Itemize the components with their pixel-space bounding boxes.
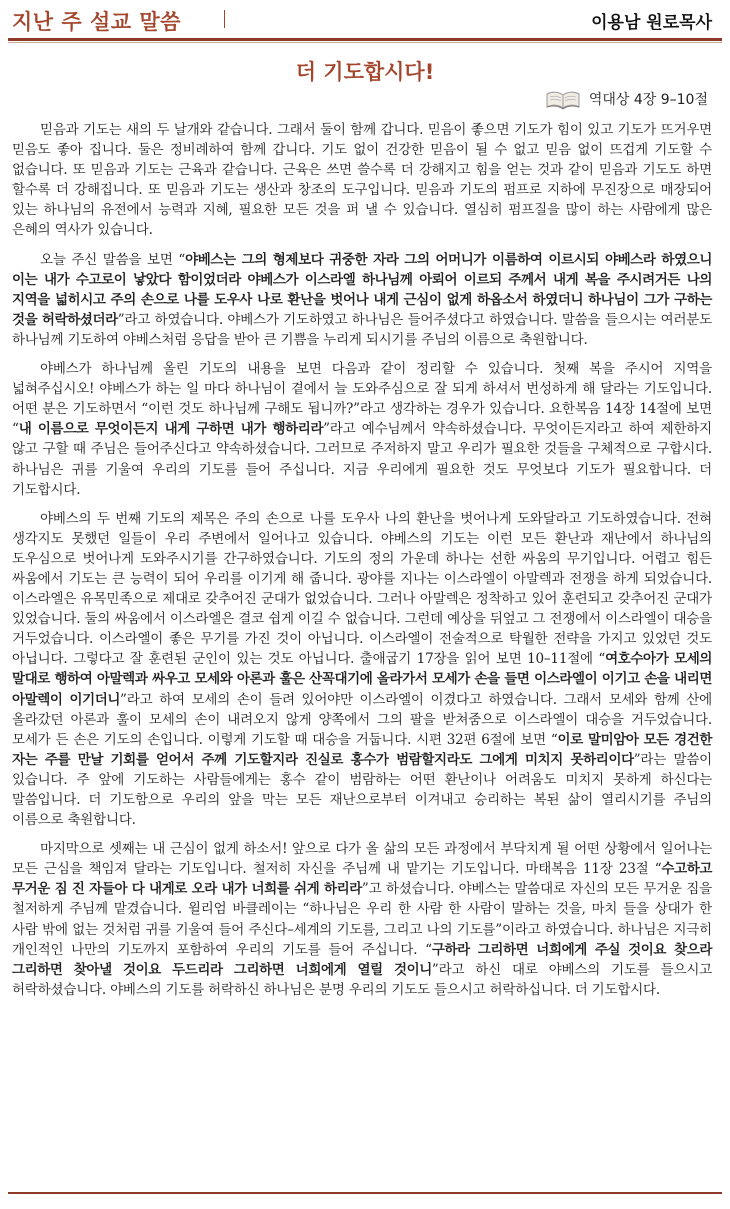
scripture-quote: 야베스는 그의 형제보다 귀중한 자라 그의 어머니가 이름하여 이르시되 야베스라 하였으니 이는 내가 수고로이 낳았다 함이었더라 야베스가 이스라엘 하나님께 아뢰어 이르되 주께서 내게 복을 주시려거든 나의 지역을 넓히시고 주의 손으로 나를 도우사 나로 환난을 벗어나 내게 근심이 없게 하옵소서 하였더니 하나님이 그가 구하는 것을 허락하셨더라 xyxy=(12,251,712,328)
scripture-quote: 내 이름으로 무엇이든지 내게 구하면 내가 행하리라 xyxy=(18,421,324,438)
scripture-quote: 구하라 그리하면 너희에게 주실 것이요 찾으라 그리하면 찾아낼 것이요 두드리라 그리하면 너희에게 열릴 것이니 xyxy=(12,941,712,978)
paragraph-text: ”라고 예수님께서 약속하셨습니다. 무엇이든지라고 하여 제한하지 않고 구할 때 주님은 들어주신다고 약속하셨습니다. 그러므로 주저하지 말고 우리가 필요한 것들을 구체적으로 구합시다. 하나님은 귀를 기울여 우리의 기도를 들어 주십니다. 지금 우리에게 필요한 것도 무엇보다 기도가 필요합니다. 더 기도합시다. xyxy=(12,421,712,498)
sermon-paragraph xyxy=(12,509,712,831)
header-rule xyxy=(8,38,722,41)
scripture-quote: 수고하고 무거운 짐 진 자들아 다 내게로 오라 내가 너희를 쉬게 하리라 xyxy=(12,861,712,898)
paragraph-text: ”라고 하신 대로 야베스의 기도를 들으시고 허락하셨습니다. 야베스의 기도를 허락하신 하나님은 분명 우리의 기도도 들으시고 허락하십니다. 더 기도합시다. xyxy=(12,961,712,998)
header-separator xyxy=(224,10,225,28)
footer-rule xyxy=(8,1192,722,1194)
sermon-title: 더 기도합시다! xyxy=(295,60,435,84)
paragraph-text: 야베스가 하나님께 올린 기도의 내용을 보면 다음과 같이 정리할 수 있습니다. 첫째 복을 주시어 지역을 넓혀주십시오! 야베스가 하는 일 마다 하나님이 곁에서 늘 도와주심으로 잘 되게 하셔서 번성하게 해 달라는 기도입니다. 어떤 분은 기도하면서 “이런 것도 하나님께 구해도 됩니까?”라고 생각하는 경우가 있습니다. 요한복음 14장 14절에 보면 “ xyxy=(12,361,712,438)
paragraph-text: 야베스의 두 번째 기도의 제목은 주의 손으로 나를 도우사 나의 환난을 벗어나게 도와달라고 기도하였습니다. 전혀 생각지도 못했던 일들이 우리 주변에서 일어나고 있습니다. 야베스의 기도는 이런 모든 환난과 재난에서 하나님의 도우심으로 벗어나게 도와주시기를 간구하였습니다. 기도의 정의 가운데 하나는 선한 싸움의 무기입니다. 어렵고 힘든 싸움에서 기도는 큰 능력이 되어 우리를 이기게 해 줍니다. 광야를 지나는 이스라엘이 아말렉과 전쟁을 하게 되었습니다. 이스라엘은 유목민족으로 제대로 갖추어진 군대가 없었습니다. 그러나 아말렉은 정착하고 있어 훈련되고 갖추어진 군대가 있었습니다. 둘의 싸움에서 이스라엘은 결코 쉽게 이길 수 없습니다. 그런데 예상을 뒤엎고 그 전쟁에서 이스라엘이 대승을 거두었습니다. 이스라엘이 좋은 무기를 가진 것이 아닙니다. 이스라엘이 전술적으로 탁월한 전략을 가지고 있었던 것도 아닙니다. 그렇다고 잘 훈련된 군인이 있는 것도 아닙니다. 출애굽기 17장을 읽어 보면 10–11절에 “ xyxy=(12,510,712,668)
paragraph-text: ”고 하셨습니다. 야베스는 말씀대로 자신의 모든 무거운 짐을 철저하게 주님께 맡겼습니다. 윌리엄 바클레이는 “하나님은 우리 한 사람 한 사람이 말하는 것을, 마치 들을 상대가 한 사람 밖에 없는 것처럼 귀를 기울여 들어 주신다–세계의 기도를, 그리고 나의 기도를”이라고 하였습니다. 하나님은 지극히 개인적인 나만의 기도까지 포함하여 우리의 기도를 들어 주십니다. “ xyxy=(12,881,712,958)
scripture-quote: 이로 말미암아 모든 경건한 자는 주를 만날 기회를 얻어서 주께 기도할지라 진실로 홍수가 범람할지라도 그에게 미치지 못하리이다 xyxy=(12,731,712,768)
sermon-paragraph xyxy=(12,120,712,241)
sermon-paragraph xyxy=(12,250,712,350)
header-rule-thin xyxy=(8,42,722,43)
sermon-paragraph xyxy=(12,359,712,500)
scripture-reference xyxy=(545,88,708,110)
sermon-body xyxy=(12,120,712,1009)
preacher-name: 이용남 원로목사 xyxy=(591,13,712,33)
paragraph-text: ”라는 말씀이 있습니다. 주 앞에 기도하는 사람들에게는 홍수 같이 범람하는 어떤 환난이나 어려움도 미치지 못하게 하신다는 말씀입니다. 더 기도함으로 우리의 앞을 막는 모든 재난으로부터 이겨내고 승리하는 복된 삶이 열리시기를 주님의 이름으로 축원합니다. xyxy=(12,751,712,829)
paragraph-text: ”라고 하였습니다. 야베스가 기도하였고 하나님은 들어주셨다고 하였습니다. 말씀을 들으시는 여러분도 하나님께 기도하여 야베스처럼 응답을 받아 큰 기쁨을 누리게 되시기를 주님의 이름으로 축원합니다. xyxy=(12,311,712,348)
paragraph-text: ”라고 하여 모세의 손이 들려 있어야만 이스라엘이 이겼다고 하였습니다. 그래서 모세와 함께 산에 올라갔던 아론과 훌이 모세의 손이 내려오지 않게 양쪽에서 그의 팔을 받쳐줌으로 이스라엘이 대승을 거두었습니다. 모세가 든 손은 기도의 손입니다. 이렇게 기도할 때 대승을 거둡니다. 시편 32편 6절에 보면 “ xyxy=(12,691,713,748)
paragraph-text: 믿음과 기도는 새의 두 날개와 같습니다. 그래서 둘이 함께 갑니다. 믿음이 좋으면 기도가 힘이 있고 기도가 뜨거우면 믿음도 좋아 집니다. 둘은 정비례하여 함께 갑니다. 기도 없이 건강한 믿음이 될 수 없고 믿음 없이 뜨겁게 기도할 수 없습니다. 또 믿음과 기도는 근육과 같습니다. 근육은 쓰면 쓸수록 더 강해지고 힘을 얻는 것과 같이 믿음과 기도도 하면 할수록 더 강해집니다. 또 믿음과 기도는 생산과 창조의 도구입니다. 믿음과 기도의 펌프로 지하에 무진장으로 매장되어 있는 하나님의 유전에서 능력과 지혜, 필요한 모든 것을 퍼 낼 수 있습니다. 열심히 펌프질을 많이 하는 사람에게 많은 은혜의 역사가 있습니다. xyxy=(12,122,712,239)
scripture-text: 역대상 4장 9–10절 xyxy=(588,92,708,108)
page-header xyxy=(0,0,730,40)
sermon-paragraph xyxy=(12,839,712,1000)
paragraph-text: 오늘 주신 말씀을 보면 “ xyxy=(40,251,186,268)
open-book-icon xyxy=(545,88,581,110)
paragraph-text: 마지막으로 셋째는 내 근심이 없게 하소서! 앞으로 다가 올 삶의 모든 과정에서 부닥치게 될 어떤 상황에서 일어나는 모든 근심을 책임져 달라는 기도입니다. 철저히 자신을 주님께 내 맡기는 기도입니다. 마태복음 11장 23절 “ xyxy=(12,841,712,878)
section-title: 지난 주 설교 말씀 xyxy=(12,10,181,34)
scripture-quote: 여호수아가 모세의 말대로 행하여 아말렉과 싸우고 모세와 아론과 훌은 산꼭대기에 올라가서 모세가 손을 들면 이스라엘이 이기고 손을 내리면 아말렉이 이기더니 xyxy=(12,651,712,708)
